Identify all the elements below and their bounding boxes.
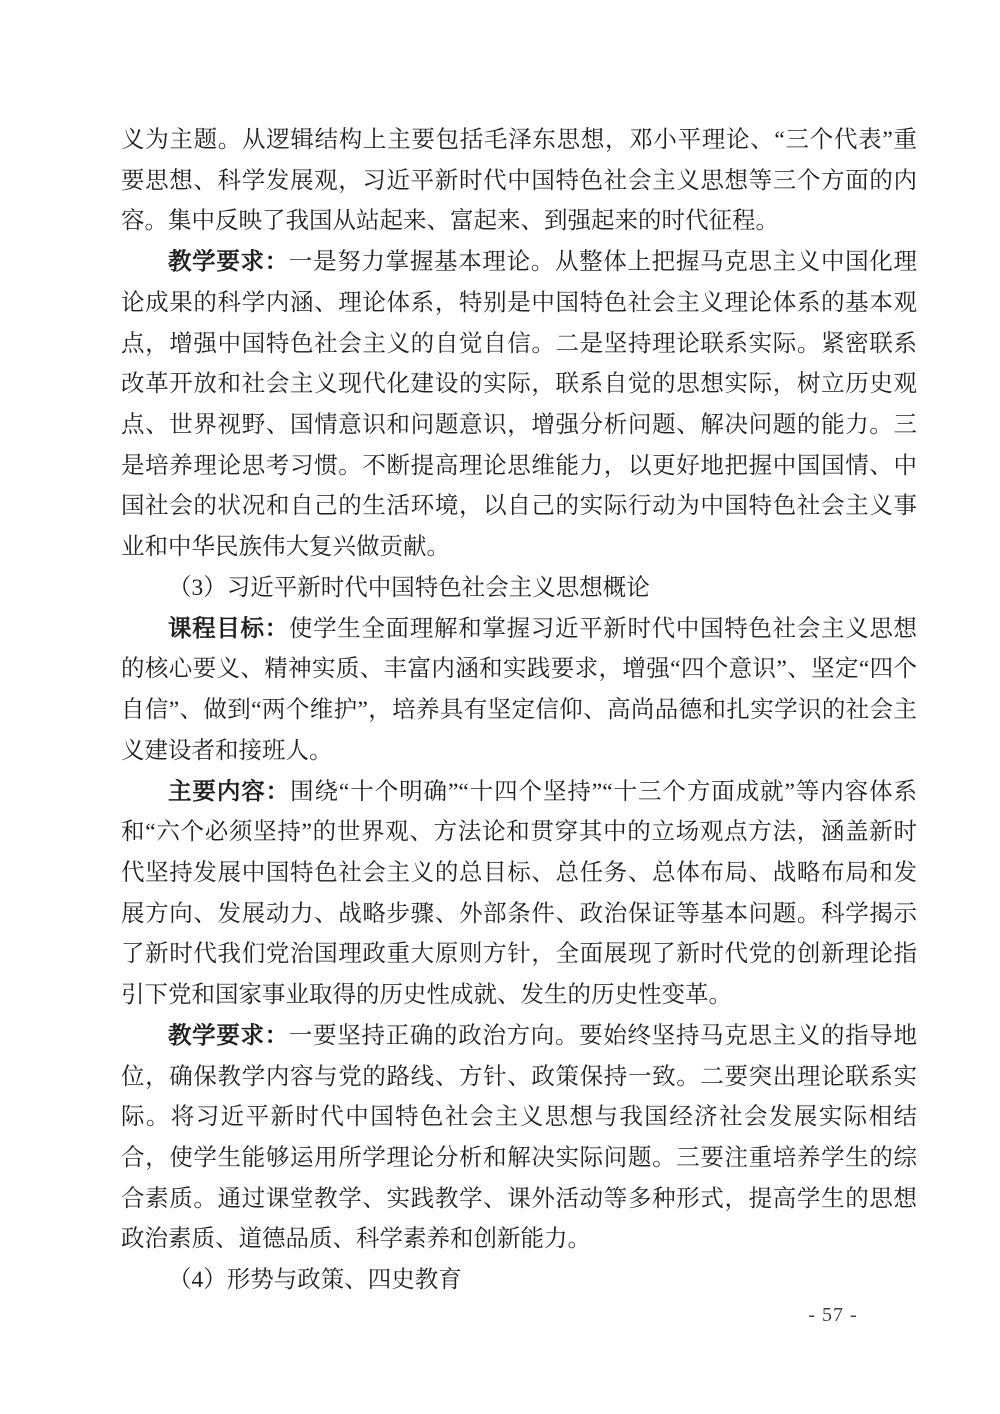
paragraph-run-in-label: 主要内容： [168,778,291,805]
paragraph-7 [121,1260,917,1301]
paragraph-text: 义为主题。从逻辑结构上主要包括毛泽东思想，邓小平理论、“三个代表”重要思想、科学发展观，习近平新时代中国特色社会主义思想等三个方面的内容。集中反映了我国从站起来、富起来、到强起来的时代征程。 [121,127,917,235]
paragraph-1 [121,120,917,242]
paragraph-run-in-label: 课程目标： [168,615,289,642]
paragraph-text: 一是努力掌握基本理论。从整体上把握马克思主义中国化理论成果的科学内涵、理论体系，特别是中国特色社会主义理论体系的基本观点，增强中国特色社会主义的自觉自信。二是坚持理论联系实际。紧密联系改革开放和社会主义现代化建设的实际，联系自觉的思想实际，树立历史观点、世界视野、国情意识和问题意识，增强分析问题、解决问题的能力。三是培养理论思考习惯。不断提高理论思维能力，以更好地把握中国国情、中国社会的状况和自己的生活环境，以自己的实际行动为中国特色社会主义事业和中华民族伟大复兴做贡献。 [121,249,918,561]
paragraph-text: 一要坚持正确的政治方向。要始终坚持马克思主义的指导地位，确保教学内容与党的路线、方针、政策保持一致。二要突出理论联系实际。将习近平新时代中国特色社会主义思想与我国经济社会发展实际相结合，使学生能够运用所学理论分析和解决实际问题。三要注重培养学生的综合素质。通过课堂教学、实践教学、课外活动等多种形式，提高学生的思想政治素质、道德品质、科学素养和创新能力。 [121,1022,918,1253]
paragraph-2 [121,242,917,568]
paragraph-3 [121,568,917,609]
paragraph-run-in-label: 教学要求： [168,249,289,276]
paragraph-text: 使学生全面理解和掌握习近平新时代中国特色社会主义思想的核心要义、精神实质、丰富内涵和实践要求，增强“四个意识”、坚定“四个自信”、做到“两个维护”，培养具有坚定信仰、高尚品德和扎实学识的社会主义建设者和接班人。 [121,615,918,764]
paragraph-text: 围绕“十个明确”“十四个坚持”“十三个方面成就”等内容体系和“六个必须坚持”的世界观、方法论和贯穿其中的立场观点方法，涵盖新时代坚持发展中国特色社会主义的总目标、总任务、总体布局、战略布局和发展方向、发展动力、战略步骤、外部条件、政治保证等基本问题。科学揭示了新时代我们党治国理政重大原则方针，全面展现了新时代党的创新理论指引下党和国家事业取得的历史性成就、发生的历史性变革。 [121,778,918,1009]
paragraph-4 [121,609,917,772]
paragraph-6 [121,1016,917,1260]
paragraph-text: （4）形势与政策、四史教育 [168,1267,462,1294]
paragraph-text: （3）习近平新时代中国特色社会主义思想概论 [168,574,650,601]
page-number: - 57 - [808,1304,858,1326]
paragraph-5 [121,772,917,1016]
document-body [121,120,917,1301]
paragraph-run-in-label: 教学要求： [168,1022,289,1049]
